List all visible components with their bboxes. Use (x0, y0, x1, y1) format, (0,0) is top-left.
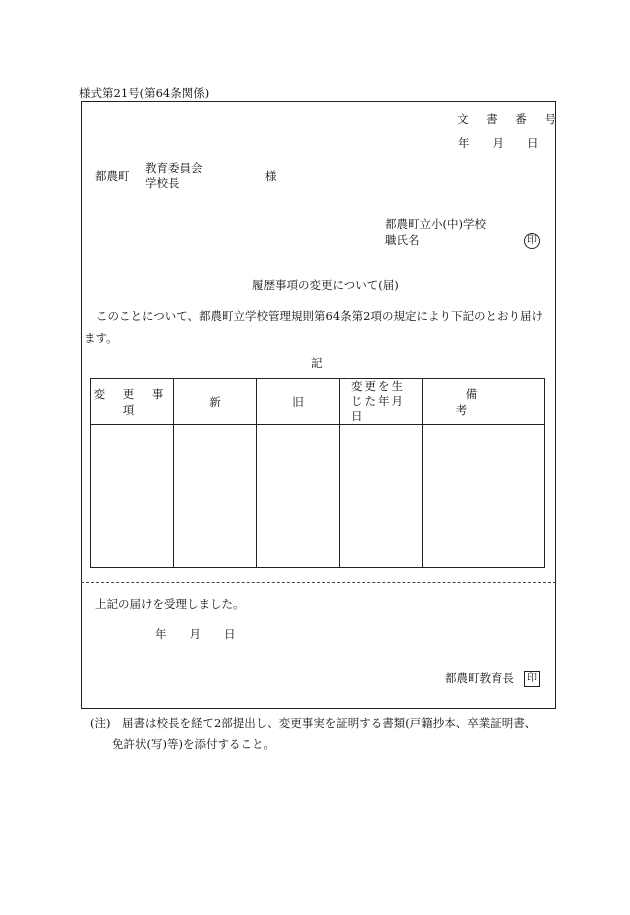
addressee-board: 教育委員会 (145, 161, 203, 175)
body-line-1: このことについて、都農町立学校管理規則第64条第2項の規定により下記のとおり届け (96, 309, 543, 323)
table-row (91, 425, 545, 568)
cell-change-date[interactable] (340, 425, 423, 568)
header-remarks: 備 考 (423, 379, 545, 425)
seal-icon: 印 (524, 671, 540, 687)
receipt-seal (524, 670, 540, 687)
sender-title-name: 職氏名 (385, 233, 420, 247)
body-line-2: ます。 (84, 331, 118, 345)
seal-icon: 印 (524, 233, 540, 249)
receipt-date-line: 年 月 日 (155, 627, 236, 641)
header-change-item: 変 更 事 項 (91, 379, 174, 425)
cell-new[interactable] (174, 425, 257, 568)
document-title: 履歴事項の変更について(届) (252, 278, 399, 292)
receipt-signer: 都農町教育長 (445, 671, 514, 685)
document-number-label: 文 書 番 号 (457, 112, 563, 126)
ki-heading: 記 (311, 356, 323, 370)
sender-school: 都農町立小(中)学校 (385, 217, 486, 231)
cell-remarks[interactable] (423, 425, 545, 568)
sender-seal (524, 232, 540, 249)
header-old: 旧 (257, 379, 340, 425)
note-line-1: (注) 届書は校長を経て2部提出し、変更事実を証明する書類(戸籍抄本、卒業証明書、 (90, 716, 537, 730)
header-new: 新 (174, 379, 257, 425)
table-header-row (91, 379, 545, 425)
document-date-line: 年 月 日 (458, 136, 539, 150)
change-record-table (90, 378, 545, 568)
cell-change-item[interactable] (91, 425, 174, 568)
addressee-town: 都農町 (95, 169, 130, 183)
form-number-label: 様式第21号(第64条関係) (79, 86, 210, 100)
dashed-divider (81, 582, 556, 583)
note-line-2: 免許状(写)等)を添付すること。 (112, 737, 275, 751)
receipt-text: 上記の届けを受理しました。 (95, 597, 245, 611)
header-change-date: 変更を生じた年月日 (340, 379, 423, 425)
addressee-honorific: 様 (265, 169, 277, 183)
cell-old[interactable] (257, 425, 340, 568)
addressee-principal: 学校長 (145, 176, 180, 190)
